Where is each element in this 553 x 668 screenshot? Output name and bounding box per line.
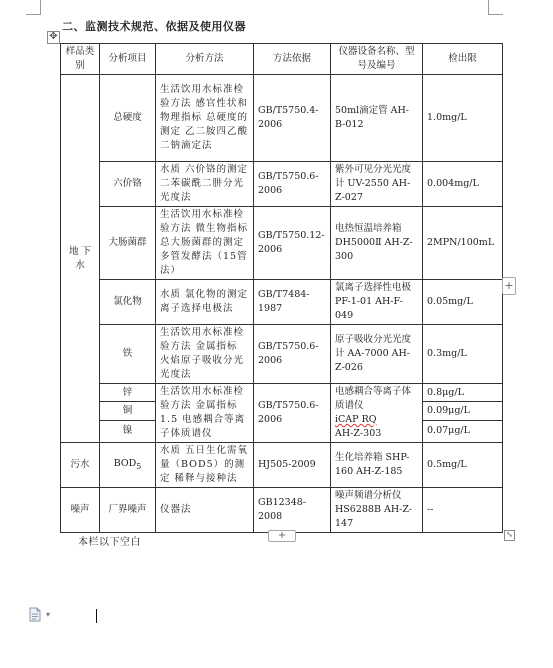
basis-cell: GB/T5750.6-2006 — [254, 384, 331, 443]
instrument-cell — [331, 384, 423, 443]
basis-cell: GB/T5750.6-2006 — [254, 325, 331, 384]
table-resize-handle[interactable]: ⤡ — [504, 530, 515, 541]
header-cell: 分析项目 — [100, 44, 156, 75]
limit-cell: 0.09μg/L — [423, 402, 503, 420]
item-cell — [100, 443, 156, 488]
item-cell: 厂界噪声 — [100, 488, 156, 533]
instrument-cell: 电热恒温培养箱 DH5000Ⅱ AH-Z-300 — [331, 207, 423, 280]
item-text: BOD — [113, 457, 137, 469]
instrument-line: 电感耦合等离子体质谱仪 — [335, 386, 412, 411]
section-title: 二、监测技术规范、依据及使用仪器 — [62, 20, 246, 33]
table-row — [61, 488, 503, 533]
table-row — [61, 207, 503, 280]
item-subscript: 5 — [136, 461, 142, 471]
item-cell: 镍 — [100, 420, 156, 442]
footer-note: 本栏以下空白 — [78, 537, 141, 548]
add-row-button[interactable]: + — [268, 530, 296, 542]
limit-cell: 0.05mg/L — [423, 280, 503, 325]
header-cell: 样品类别 — [61, 44, 100, 75]
method-cell: 生活饮用水标准检验方法 微生物指标 总大肠菌群的测定 多管发酵法（15管法） — [156, 207, 254, 280]
table-row — [61, 280, 503, 325]
page-corner-mark — [26, 0, 41, 15]
table-move-handle[interactable]: ✥ — [47, 31, 60, 44]
limit-cell: -- — [423, 488, 503, 533]
item-cell: 铜 — [100, 402, 156, 420]
text-cursor — [96, 609, 97, 623]
method-cell: 仪器法 — [156, 488, 254, 533]
limit-cell: 0.8μg/L — [423, 384, 503, 402]
category-cell: 污水 — [61, 443, 100, 488]
basis-cell: HJ505-2009 — [254, 443, 331, 488]
category-cell: 噪声 — [61, 488, 100, 533]
header-cell: 检出限 — [423, 44, 503, 75]
method-cell: 生活饮用水标准检验方法 感官性状和物理指标 总硬度的测定 乙二胺四乙酸二钠滴定法 — [156, 75, 254, 162]
limit-cell: 0.07μg/L — [423, 420, 503, 442]
basis-cell: GB/T5750.6-2006 — [254, 162, 331, 207]
item-cell: 锌 — [100, 384, 156, 402]
basis-cell: GB/T7484-1987 — [254, 280, 331, 325]
method-cell: 生活饮用水标准检验方法 金属指标 1.5 电感耦合等离子体质谱仪 — [156, 384, 254, 443]
item-cell: 氯化物 — [100, 280, 156, 325]
instrument-line: AH-Z-303 — [335, 428, 382, 439]
page-corner-mark — [488, 0, 503, 15]
item-cell: 六价铬 — [100, 162, 156, 207]
instrument-cell: 生化培养箱 SHP-160 AH-Z-185 — [331, 443, 423, 488]
table-row — [61, 162, 503, 207]
method-cell: 水质 六价铬的测定 二苯碳酰二肼分光光度法 — [156, 162, 254, 207]
document-icon[interactable] — [28, 607, 42, 622]
header-cell: 仪器设备名称、型号及编号 — [331, 44, 423, 75]
method-cell: 水质 五日生化需氧量（BOD5）的测定 稀释与接种法 — [156, 443, 254, 488]
item-cell: 铁 — [100, 325, 156, 384]
instrument-cell: 紫外可见分光光度计 UV-2550 AH-Z-027 — [331, 162, 423, 207]
limit-cell: 0.3mg/L — [423, 325, 503, 384]
limit-cell: 0.5mg/L — [423, 443, 503, 488]
instrument-cell: 氯离子选择性电极 PF-1-01 AH-F-049 — [331, 280, 423, 325]
chevron-down-icon[interactable]: ▾ — [46, 610, 51, 619]
limit-cell: 0.004mg/L — [423, 162, 503, 207]
monitoring-table — [60, 43, 503, 533]
table-row — [61, 75, 503, 162]
category-cell: 地 下 水 — [61, 75, 100, 443]
table-row — [61, 325, 503, 384]
instrument-cell: 噪声频谱分析仪 HS6288B AH-Z-147 — [331, 488, 423, 533]
instrument-cell: 原子吸收分光光度计 AA-7000 AH-Z-026 — [331, 325, 423, 384]
basis-cell: GB/T5750.4-2006 — [254, 75, 331, 162]
item-cell: 总硬度 — [100, 75, 156, 162]
basis-cell: GB12348-2008 — [254, 488, 331, 533]
limit-cell: 1.0mg/L — [423, 75, 503, 162]
limit-cell: 2MPN/100mL — [423, 207, 503, 280]
add-column-button[interactable]: + — [502, 277, 516, 295]
header-cell: 方法依据 — [254, 44, 331, 75]
table-header-row — [61, 44, 503, 75]
basis-cell: GB/T5750.12-2006 — [254, 207, 331, 280]
item-cell: 大肠菌群 — [100, 207, 156, 280]
instrument-cell: 50ml滴定管 AH-B-012 — [331, 75, 423, 162]
header-cell: 分析方法 — [156, 44, 254, 75]
table-row — [61, 384, 503, 402]
instrument-line: iCAP RQ — [335, 414, 377, 425]
method-cell: 水质 氯化物的测定 离子选择电极法 — [156, 280, 254, 325]
method-cell: 生活饮用水标准检验方法 金属指标 火焰原子吸收分光光度法 — [156, 325, 254, 384]
table-row — [61, 443, 503, 488]
